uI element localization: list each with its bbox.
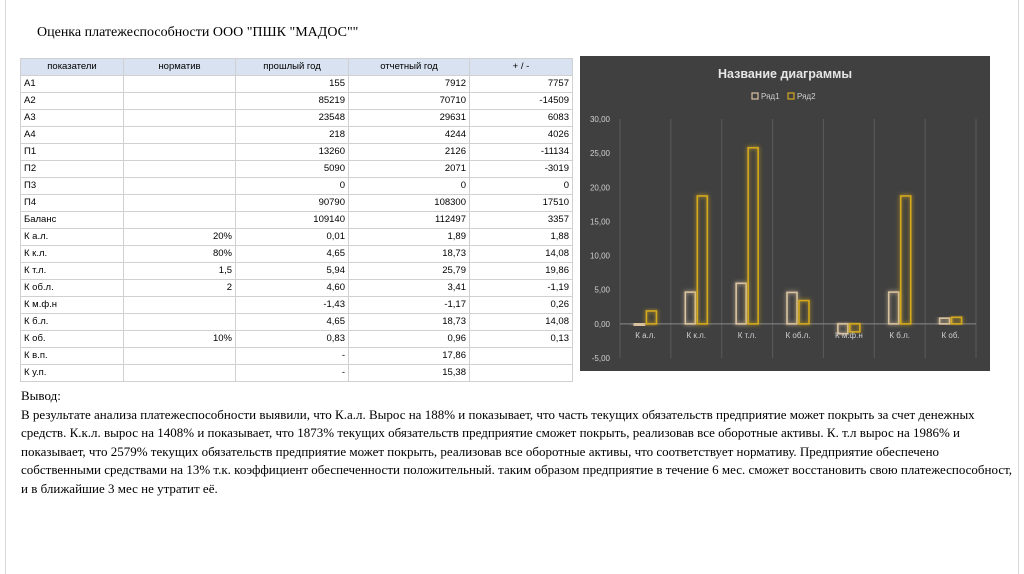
- y-tick-label: -5,00: [591, 354, 610, 363]
- table-cell: 85219: [236, 93, 349, 110]
- table-cell: 70710: [349, 93, 470, 110]
- table-row: [21, 178, 573, 195]
- table-row: [21, 195, 573, 212]
- table-cell: 15,38: [349, 365, 470, 382]
- y-tick-label: 25,00: [589, 149, 610, 159]
- table-row: [21, 280, 573, 297]
- table-cell: А4: [21, 127, 124, 144]
- table-cell: 29631: [349, 110, 470, 127]
- table-cell: -1,43: [236, 297, 349, 314]
- table-cell: [124, 314, 236, 331]
- table-row: [21, 263, 573, 280]
- table-row: [21, 246, 573, 263]
- bar-Ряд2-6: [952, 317, 962, 324]
- table-cell: [124, 348, 236, 365]
- table-cell: 0,83: [236, 331, 349, 348]
- table-cell: К а.л.: [21, 229, 124, 246]
- table-row: [21, 93, 573, 110]
- table-cell: 0,26: [470, 297, 573, 314]
- chart-canvas: [580, 56, 990, 371]
- table-cell: 13260: [236, 144, 349, 161]
- table-cell: [124, 161, 236, 178]
- conclusion: [21, 387, 1016, 498]
- table-cell: 4,65: [236, 246, 349, 263]
- x-tick-label: К к.л.: [686, 330, 707, 340]
- table-cell: [124, 144, 236, 161]
- table-cell: А2: [21, 93, 124, 110]
- bar-Ряд2-3: [799, 301, 809, 324]
- bar-Ряд2-5: [901, 196, 911, 324]
- table-cell: 20%: [124, 229, 236, 246]
- table-cell: 1,88: [470, 229, 573, 246]
- table-cell: 155: [236, 76, 349, 93]
- conclusion-heading: Вывод:: [21, 388, 61, 403]
- column-header: норматив: [124, 59, 236, 76]
- table-row: [21, 212, 573, 229]
- table-cell: 1,89: [349, 229, 470, 246]
- x-tick-label: К а.л.: [635, 330, 656, 340]
- table-cell: 18,73: [349, 314, 470, 331]
- table-cell: 2: [124, 280, 236, 297]
- x-tick-label: К об.: [941, 330, 960, 340]
- table-cell: К об.л.: [21, 280, 124, 297]
- table-cell: 6083: [470, 110, 573, 127]
- chart-title: Название диаграммы: [717, 67, 853, 81]
- table-row: [21, 348, 573, 365]
- page-title: Оценка платежеспособности ООО "ПШК "МАДОС"": [37, 25, 359, 40]
- table-cell: 2071: [349, 161, 470, 178]
- table-cell: 218: [236, 127, 349, 144]
- solvency-table: [20, 58, 573, 382]
- legend-label: Ряд1: [761, 92, 780, 101]
- table-cell: -: [236, 365, 349, 382]
- table-cell: 3,41: [349, 280, 470, 297]
- x-tick-label: К б.л.: [889, 330, 911, 340]
- table-cell: К т.л.: [21, 263, 124, 280]
- table-cell: 4,60: [236, 280, 349, 297]
- table-cell: 4244: [349, 127, 470, 144]
- table-cell: 0,96: [349, 331, 470, 348]
- table-cell: [124, 110, 236, 127]
- table-row: [21, 314, 573, 331]
- table-cell: 2126: [349, 144, 470, 161]
- bar-Ряд2-0: [646, 311, 656, 324]
- bar-Ряд1-5: [889, 292, 899, 324]
- table-cell: 112497: [349, 212, 470, 229]
- table-row: [21, 110, 573, 127]
- column-header: отчетный год: [349, 59, 470, 76]
- table-cell: -1,19: [470, 280, 573, 297]
- y-tick-label: 0,00: [594, 319, 610, 329]
- table-row: [21, 229, 573, 246]
- table-body: [21, 76, 573, 382]
- table-cell: 0,13: [470, 331, 573, 348]
- column-header: прошлый год: [236, 59, 349, 76]
- table-cell: 4026: [470, 127, 573, 144]
- left-slide-border: [5, 0, 6, 574]
- bar-chart: [580, 56, 990, 371]
- table-cell: [124, 297, 236, 314]
- table-cell: -: [236, 348, 349, 365]
- table-cell: 14,08: [470, 246, 573, 263]
- table-cell: 5,94: [236, 263, 349, 280]
- y-tick-label: 15,00: [589, 217, 610, 227]
- table-cell: 80%: [124, 246, 236, 263]
- table-cell: 0: [470, 178, 573, 195]
- y-tick-label: 10,00: [589, 251, 610, 261]
- table-cell: 5090: [236, 161, 349, 178]
- legend-label: Ряд2: [797, 92, 816, 101]
- chart-legend: [752, 92, 816, 101]
- table-cell: [124, 76, 236, 93]
- table-row: [21, 161, 573, 178]
- table-cell: 17510: [470, 195, 573, 212]
- table-cell: П2: [21, 161, 124, 178]
- table-row: [21, 144, 573, 161]
- bar-Ряд1-1: [685, 292, 695, 324]
- table-cell: -11134: [470, 144, 573, 161]
- table-cell: -1,17: [349, 297, 470, 314]
- x-tick-label: К об.л.: [785, 330, 811, 340]
- table-cell: 4,65: [236, 314, 349, 331]
- table-cell: 7757: [470, 76, 573, 93]
- table-cell: К к.л.: [21, 246, 124, 263]
- table-row: [21, 297, 573, 314]
- bar-Ряд1-0: [634, 324, 644, 326]
- table-cell: П3: [21, 178, 124, 195]
- table-cell: 19,86: [470, 263, 573, 280]
- legend-swatch: [788, 93, 794, 99]
- table-cell: 0: [236, 178, 349, 195]
- table-cell: [470, 365, 573, 382]
- bar-Ряд2-2: [748, 148, 758, 324]
- bar-Ряд1-3: [787, 292, 797, 323]
- table-cell: А1: [21, 76, 124, 93]
- table-cell: К у.п.: [21, 365, 124, 382]
- table-row: [21, 127, 573, 144]
- table-cell: К б.л.: [21, 314, 124, 331]
- table-cell: [124, 127, 236, 144]
- table-cell: [470, 348, 573, 365]
- bar-Ряд1-2: [736, 283, 746, 324]
- table-cell: А3: [21, 110, 124, 127]
- x-tick-label: К т.л.: [737, 330, 757, 340]
- table-cell: [124, 195, 236, 212]
- table-row: [21, 365, 573, 382]
- column-header: показатели: [21, 59, 124, 76]
- table-cell: [124, 365, 236, 382]
- table-cell: К в.п.: [21, 348, 124, 365]
- table-cell: 109140: [236, 212, 349, 229]
- table-cell: К м.ф.н: [21, 297, 124, 314]
- y-tick-label: 20,00: [589, 183, 610, 193]
- table-cell: 10%: [124, 331, 236, 348]
- table-cell: 108300: [349, 195, 470, 212]
- y-tick-label: 5,00: [594, 285, 610, 295]
- conclusion-text: В результате анализа платежеспособности выявили, что К.а.л. Вырос на 188% и показывает, что часть текущих обязательств предприятие может покрыть за счет денежных средств. К.к.л. вырос на 1408% и показывает, что 1873% текущих обязательств предприятие сможет покрыть, реализовав все оборотные активы. К. т.л вырос на 1986% и показывает, что 2579% текущих обязательств предприятие может покрыть, реализовав все оборотные активы, что соответствует нормативу. Предприятие обеспечено собственными средствами на 13% т.к. коэффициент обеспеченности положительный. таким образом предприятие в течение 6 мес. сможет восстановить свою платежеспособност, и в ближайшие 3 мес не утратит её.: [21, 406, 1013, 496]
- table-cell: 18,73: [349, 246, 470, 263]
- table-cell: [124, 93, 236, 110]
- column-header: + / -: [470, 59, 573, 76]
- x-tick-label: К м.ф.н: [834, 330, 863, 340]
- table-cell: 25,79: [349, 263, 470, 280]
- table-cell: 1,5: [124, 263, 236, 280]
- table-cell: [124, 212, 236, 229]
- table-header-row: [21, 59, 573, 76]
- table-cell: Баланс: [21, 212, 124, 229]
- table-cell: 23548: [236, 110, 349, 127]
- table-cell: П4: [21, 195, 124, 212]
- table-row: [21, 76, 573, 93]
- table-cell: 17,86: [349, 348, 470, 365]
- bar-Ряд1-6: [940, 318, 950, 324]
- table-cell: 7912: [349, 76, 470, 93]
- y-tick-label: 30,00: [589, 115, 610, 124]
- table-cell: -3019: [470, 161, 573, 178]
- table-cell: П1: [21, 144, 124, 161]
- table-cell: 0,01: [236, 229, 349, 246]
- bar-Ряд2-1: [697, 196, 707, 324]
- right-slide-border: [1018, 0, 1019, 574]
- table-cell: -14509: [470, 93, 573, 110]
- legend-swatch: [752, 93, 758, 99]
- table-cell: 14,08: [470, 314, 573, 331]
- table-cell: 3357: [470, 212, 573, 229]
- table-cell: [124, 178, 236, 195]
- table-row: [21, 331, 573, 348]
- table-cell: 90790: [236, 195, 349, 212]
- table-cell: К об.: [21, 331, 124, 348]
- table-cell: 0: [349, 178, 470, 195]
